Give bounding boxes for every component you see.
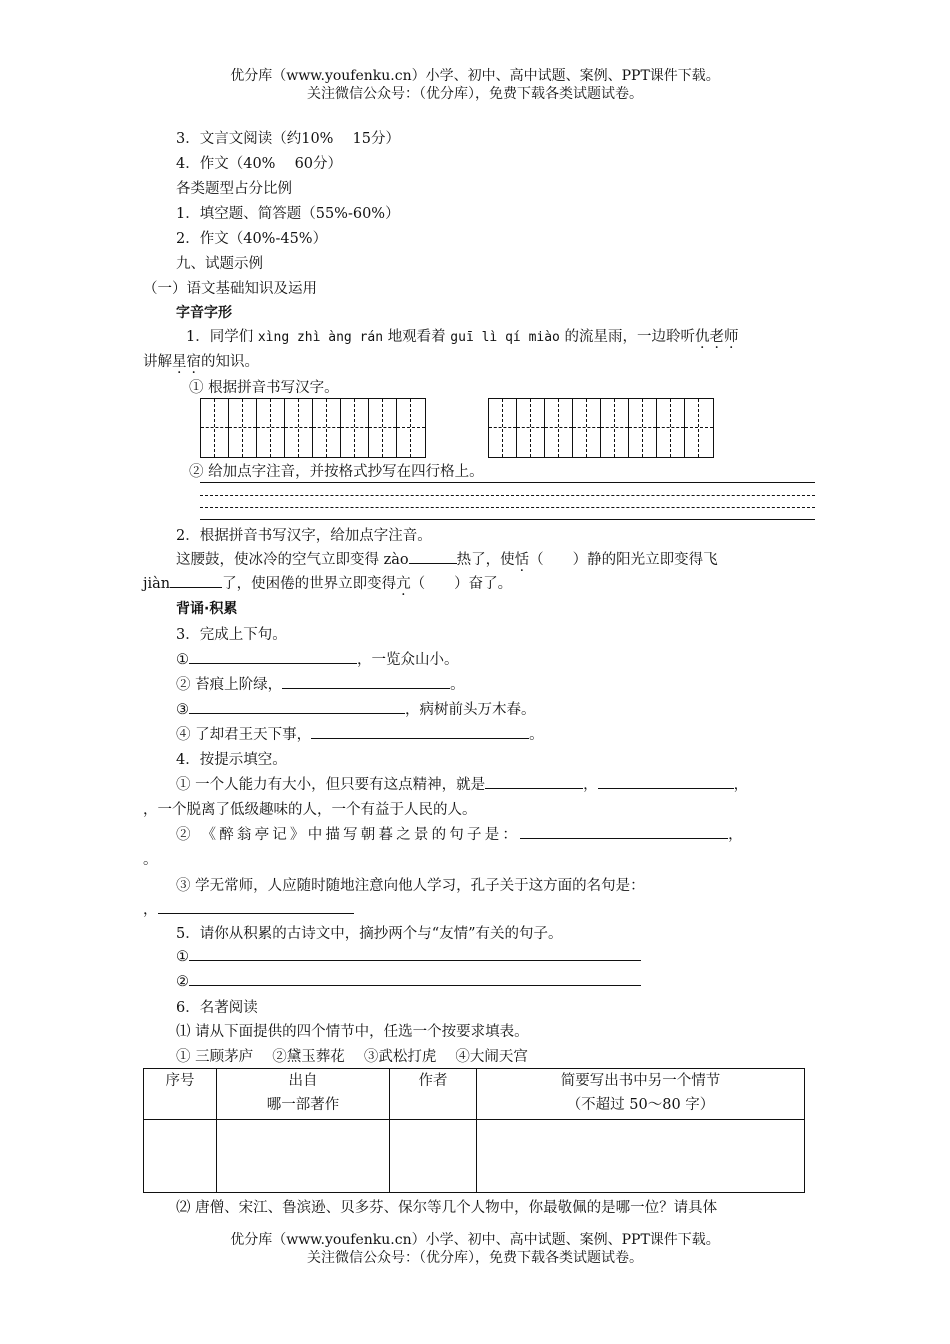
grid-cell[interactable] [545, 399, 573, 457]
grid-cell[interactable] [397, 399, 425, 457]
text: 地观看着 [387, 329, 446, 345]
text: 热了，使 [456, 552, 515, 568]
sub-instruction: ② 给加点字注音，并按格式抄写在四行格上。 [189, 464, 484, 480]
answer-blank[interactable] [189, 971, 641, 986]
question-6b: ⑵ 唐僧、宋江、鲁滨逊、贝多芬、保尔等几个人物中，你最敬佩的是哪一位？请具体 [176, 1200, 718, 1216]
table-cell[interactable] [390, 1120, 477, 1193]
grid-cell[interactable] [285, 399, 313, 457]
question-3a [176, 648, 459, 669]
four-line-grid-line [200, 495, 815, 496]
footer-line-1: 优分库（www.youfenku.cn）小学、初中、高中试题、案例、PPT课件下载。 [230, 1232, 720, 1248]
question-4c-line-2 [143, 898, 354, 919]
grid-cell[interactable] [369, 399, 397, 457]
grid-cell[interactable] [341, 399, 369, 457]
text: ，病树前头万木春。 [405, 702, 536, 718]
answer-blank[interactable] [485, 774, 583, 789]
footer-line-2: 关注微信公众号：（优分库），免费下载各类试题试卷。 [307, 1250, 643, 1266]
text: ① 一个人能力有大小，但只要有这点精神，就是 [176, 777, 486, 793]
intro-line: 各类题型占分比例 [176, 181, 292, 197]
question-1-line-1 [186, 325, 738, 346]
intro-line: 1．填空题、简答题（55%-60%） [176, 206, 400, 222]
question-2-line-1 [176, 548, 718, 569]
text: （ ）静的阳光立即变得飞 [529, 552, 718, 568]
answer-blank[interactable] [311, 724, 529, 739]
dotted-char: 仇 [694, 329, 710, 345]
text: ② 苔痕上阶绿， [176, 677, 283, 693]
question-3b [176, 673, 465, 694]
text: （ ）奋了。 [410, 576, 513, 592]
text: 1．同学们 [186, 329, 254, 345]
table-header-row [144, 1069, 805, 1120]
dotted-char: 老 [709, 329, 724, 345]
question-6a: ⑴ 请从下面提供的四个情节中，任选一个按要求填表。 [176, 1024, 529, 1040]
intro-line: 3．文言文阅读（约10% 15分） [176, 131, 401, 147]
question-4b-line-2: 。 [143, 852, 158, 868]
table-header-text: 出自 [288, 1073, 318, 1089]
grid-cell[interactable] [629, 399, 657, 457]
answer-blank[interactable] [189, 699, 405, 714]
table-row [144, 1120, 805, 1193]
text: ① [176, 949, 189, 965]
question-1-line-2 [143, 350, 259, 371]
question-2: 2．根据拼音书写汉字，给加点字注音。 [176, 528, 432, 544]
text: 这腰鼓，使冰冷的空气立即变得 zào [176, 552, 409, 568]
grid-cell[interactable] [573, 399, 601, 457]
grid-cell[interactable] [201, 399, 229, 457]
header-line-1: 优分库（www.youfenku.cn）小学、初中、高中试题、案例、PPT课件下载。 [230, 68, 720, 84]
section-heading: （一）语文基础知识及运用 [143, 281, 317, 297]
grid-cell[interactable] [657, 399, 685, 457]
question-6: 6．名著阅读 [176, 1000, 258, 1016]
question-3: 3．完成上下句。 [176, 627, 287, 643]
pinyin: guī lì qí miào [450, 330, 560, 345]
writing-grid-left[interactable] [200, 398, 426, 458]
table-cell[interactable] [144, 1120, 217, 1193]
table-header-cell: 作者 [390, 1069, 477, 1120]
subsection-title: 背诵·积累 [176, 601, 238, 617]
text: ， [143, 902, 158, 918]
grid-cell[interactable] [601, 399, 629, 457]
text: 的知识。 [201, 354, 259, 370]
question-4b-line-1 [176, 823, 743, 844]
question-4c-line-1: ③ 学无常师，人应随时随地注意向他人学习，孔子关于这方面的名句是： [176, 878, 645, 894]
table-header-cell [217, 1069, 390, 1120]
grid-cell[interactable] [257, 399, 285, 457]
answer-blank[interactable] [170, 573, 222, 588]
sub-instruction: ① 根据拼音书写汉字。 [189, 380, 339, 396]
section-heading: 九、试题示例 [176, 256, 263, 272]
subsection-title: 字音字形 [176, 305, 232, 321]
answer-blank[interactable] [520, 824, 728, 839]
text: ② [176, 974, 189, 990]
question-3d [176, 723, 544, 744]
dotted-char: 师 [723, 329, 739, 345]
question-4: 4．按提示填空。 [176, 752, 287, 768]
dotted-char: 星 [172, 354, 187, 370]
four-line-grid-line [200, 519, 815, 520]
text: ④ 了却君王天下事， [176, 727, 312, 743]
text: 讲解 [143, 354, 172, 370]
text: ② 《醉翁亭记》中描写朝暮之景的句子是： [176, 827, 521, 843]
writing-grid-right[interactable] [488, 398, 714, 458]
table-cell[interactable] [217, 1120, 390, 1193]
question-4a-line-1 [176, 773, 748, 794]
grid-cell[interactable] [489, 399, 517, 457]
text: 。 [529, 727, 544, 743]
text: ③ [176, 702, 189, 718]
question-5a [176, 946, 641, 965]
text: ，一览众山小。 [357, 652, 459, 668]
answer-table [143, 1068, 805, 1193]
table-header-cell: 序号 [144, 1069, 217, 1120]
text: ， [728, 827, 743, 843]
four-line-grid-line [200, 507, 815, 508]
dotted-char: 恬 [514, 552, 530, 568]
answer-blank[interactable] [189, 649, 357, 664]
text: ① [176, 652, 189, 668]
answer-blank[interactable] [409, 549, 457, 564]
four-line-grid-line [200, 482, 815, 483]
text: 的流星雨，一边聆听 [564, 329, 695, 345]
question-5: 5．请你从积累的古诗文中，摘抄两个与“友情”有关的句子。 [176, 926, 563, 942]
question-3c [176, 698, 536, 719]
table-cell[interactable] [477, 1120, 805, 1193]
pinyin: xìng zhì àng rán [257, 330, 384, 345]
answer-blank[interactable] [282, 674, 450, 689]
intro-line: 4．作文（40% 60分） [176, 156, 343, 172]
table-header-cell [477, 1069, 805, 1120]
question-5b [176, 971, 641, 990]
intro-line: 2．作文（40%-45%） [176, 231, 328, 247]
table-header-text: 简要写出书中另一个情节 [560, 1073, 721, 1089]
dotted-char: 宿 [186, 354, 201, 370]
header-line-2: 关注微信公众号：（优分库），免费下载各类试题试卷。 [307, 86, 643, 102]
answer-blank[interactable] [158, 899, 354, 914]
answer-blank[interactable] [189, 946, 641, 961]
question-6-options: ① 三顾茅庐 ②黛玉葬花 ③武松打虎 ④大闹天宫 [176, 1049, 528, 1065]
answer-blank[interactable] [598, 774, 734, 789]
text: 。 [450, 677, 465, 693]
grid-cell[interactable] [313, 399, 341, 457]
text: 了，使困倦的世界立即变得 [222, 576, 397, 592]
text: ， [733, 777, 749, 793]
text: ， [583, 777, 598, 793]
pinyin: jiàn [143, 576, 171, 592]
table-header-text: （不超过 50～80 字） [566, 1097, 715, 1113]
question-4a-line-2: ，一个脱离了低级趣味的人，一个有益于人民的人。 [143, 802, 477, 818]
grid-cell[interactable] [229, 399, 257, 457]
dotted-char: 亢 [396, 576, 411, 592]
grid-cell[interactable] [685, 399, 713, 457]
question-2-line-2 [143, 572, 512, 593]
grid-cell[interactable] [517, 399, 545, 457]
table-header-text: 哪一部著作 [266, 1097, 340, 1113]
